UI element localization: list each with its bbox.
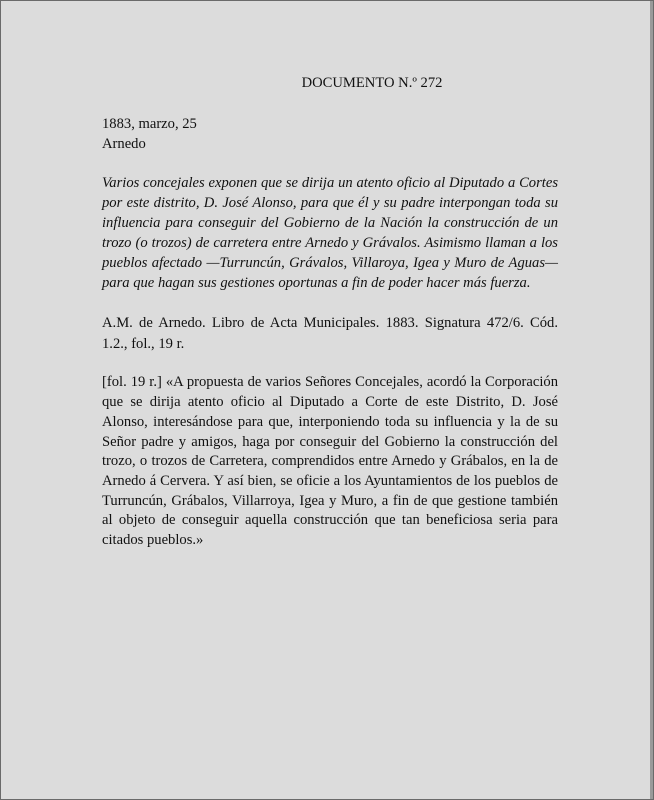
document-content bbox=[102, 73, 558, 551]
document-title: DOCUMENTO N.º 272 bbox=[301, 75, 443, 91]
document-body: [fol. 19 r.] «A propuesta de varios Señores Concejales, acordó la Corporación que se dirija atento oficio al Diputado a Corte de este Distrito, D. José Alonso, interesándose para que, interponiendo toda su influencia y la de su Señor padre y amigos, haga por conseguir del Gobierno la construcción del trozo, o trozos de Carretera, comprendidos entre Arnedo y Grábalos, en la de Arnedo á Cervera. Y así bien, se oficie a los Ayuntamientos de los pueblos de Turruncún, Grábalos, Villarroya, Igea y Muro, a fin de que gestione también al objeto de conseguir aquella construcción que tan beneficiosa seria para citados pueblos.» bbox=[102, 374, 558, 549]
document-source: A.M. de Arnedo. Libro de Acta Municipales. 1883. Signatura 472/6. Cód. 1.2., fol., 19 r. bbox=[102, 315, 558, 352]
document-summary: Varios concejales exponen que se dirija un atento oficio al Diputado a Cortes por este distrito, D. José Alonso, para que él y su padre interpongan toda su influencia para conseguir del Gobierno de la Nación la construcción de un trozo (o trozos) de carretera entre Arnedo y Grávalos. Asimismo llaman a los pueblos afectado —Turruncún, Grávalos, Villaroya, Igea y Muro de Aguas— para que hagan sus gestiones oportunas a fin de poder hacer más fuerza. bbox=[102, 175, 558, 291]
document-date: 1883, marzo, 25 bbox=[102, 116, 197, 132]
document-place: Arnedo bbox=[102, 136, 146, 152]
